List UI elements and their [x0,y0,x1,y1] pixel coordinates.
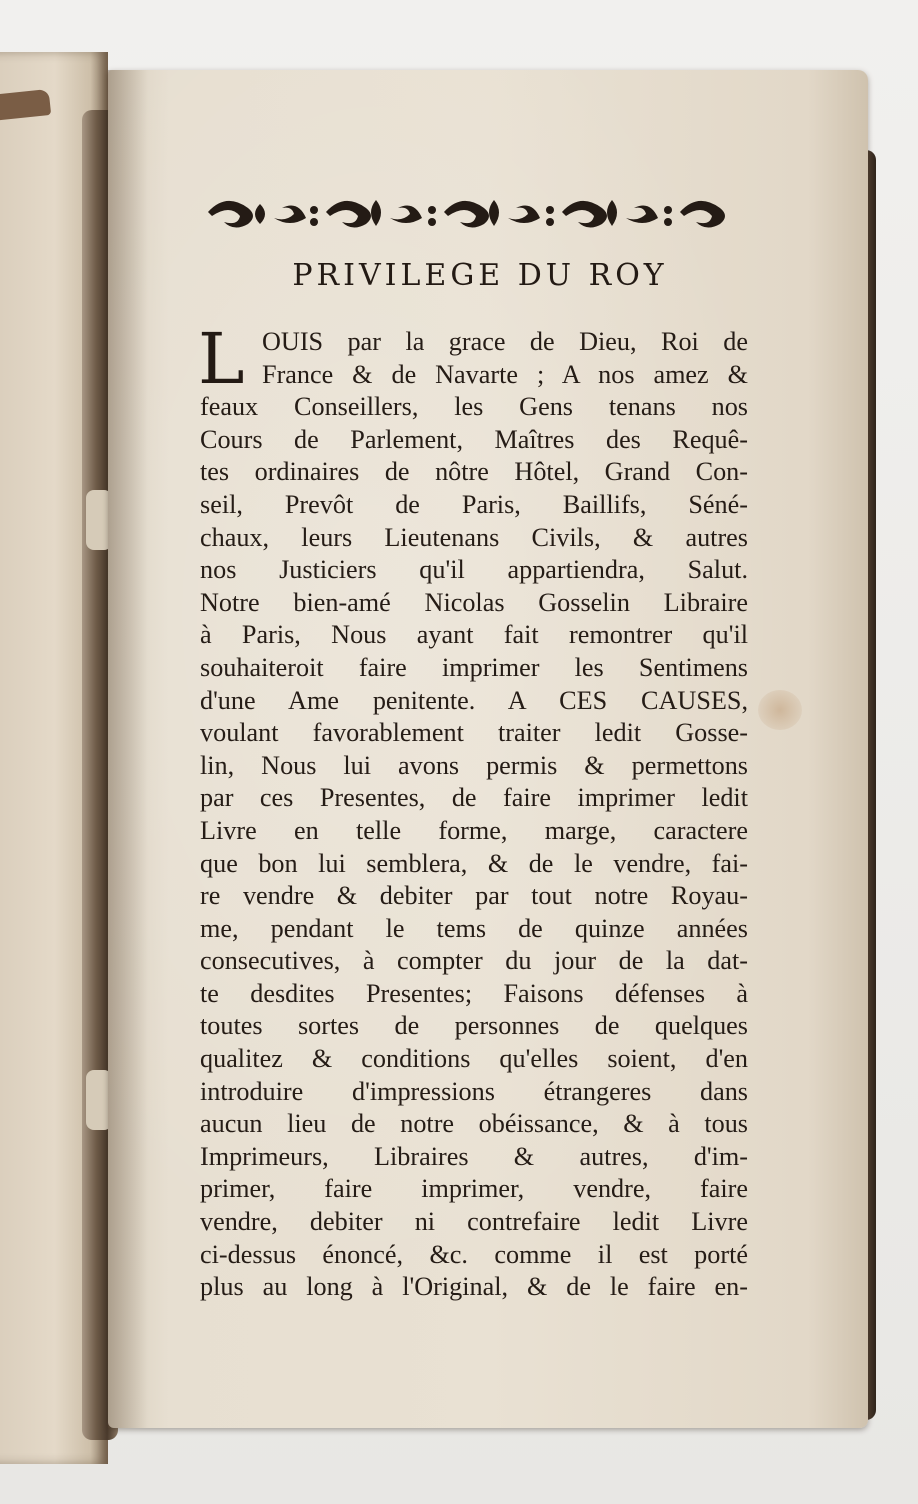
text-line: seil, Prevôt de Paris, Baillifs, Séné- [200,489,748,519]
text-line: introduire d'impressions étrangeres dans [200,1076,748,1106]
text-line: Cours de Parlement, Maîtres des Requê- [200,424,748,454]
paper-stain [758,690,802,730]
text-line: France & de Navarte ; A nos amez & [262,359,748,389]
text-line: me, pendant le tems de quinze années [200,913,748,943]
text-line: plus au long à l'Original, & de le faire en- [200,1272,748,1302]
drop-cap: L [198,318,245,400]
page-gutter-shadow [108,70,148,1428]
privilege-text [198,318,748,1304]
text-line: OUIS par la grace de Dieu, Roi de [262,327,748,356]
text-line: que bon lui semblera, & de le vendre, fai- [200,848,748,878]
text-line: te desdites Presentes; Faisons défenses à [200,978,748,1008]
text-line: primer, faire imprimer, vendre, faire [200,1174,748,1204]
book-page [108,70,868,1428]
text-line: voulant favorablement traiter ledit Gosse- [200,718,748,748]
text-line: chaux, leurs Lieutenans Civils, & autres [200,522,748,552]
text-line: par ces Presentes, de faire imprimer ledit [200,783,748,813]
text-line: vendre, debiter ni contrefaire ledit Livre [200,1207,748,1237]
text-line: ci-dessus énoncé, &c. comme il est porté [200,1239,748,1269]
text-line: qualitez & conditions qu'elles soient, d'en [200,1044,748,1074]
text-line: consecutives, à compter du jour de la dat- [200,946,748,976]
text-line: Notre bien-amé Nicolas Gosselin Libraire [200,587,748,617]
text-line: souhaiteroit faire imprimer les Sentimens [200,652,748,682]
text-line: lin, Nous lui avons permis & permettons [200,750,748,780]
text-line: Imprimeurs, Libraires & autres, d'im- [200,1141,748,1171]
ornament-svg [200,190,740,240]
cover-corner [0,89,51,121]
text-line: feaux Conseillers, les Gens tenans nos [200,392,748,422]
text-line: tes ordinaires de nôtre Hôtel, Grand Con- [200,457,748,487]
text-line: à Paris, Nous ayant fait remontrer qu'il [200,620,748,650]
page-title: PRIVILEGE DU ROY [292,258,668,293]
ornament-band-icon [200,190,740,240]
text-line: nos Justiciers qu'il appartiendra, Salut. [200,555,748,585]
text-line: Livre en telle forme, marge, caractere [200,815,748,845]
text-line: re vendre & debiter par tout notre Royau- [200,881,748,911]
text-line: d'une Ame penitente. A CES CAUSES, [200,685,748,715]
text-line: aucun lieu de notre obéissance, & à tous [200,1109,748,1139]
text-line: toutes sortes de personnes de quelques [200,1011,748,1041]
